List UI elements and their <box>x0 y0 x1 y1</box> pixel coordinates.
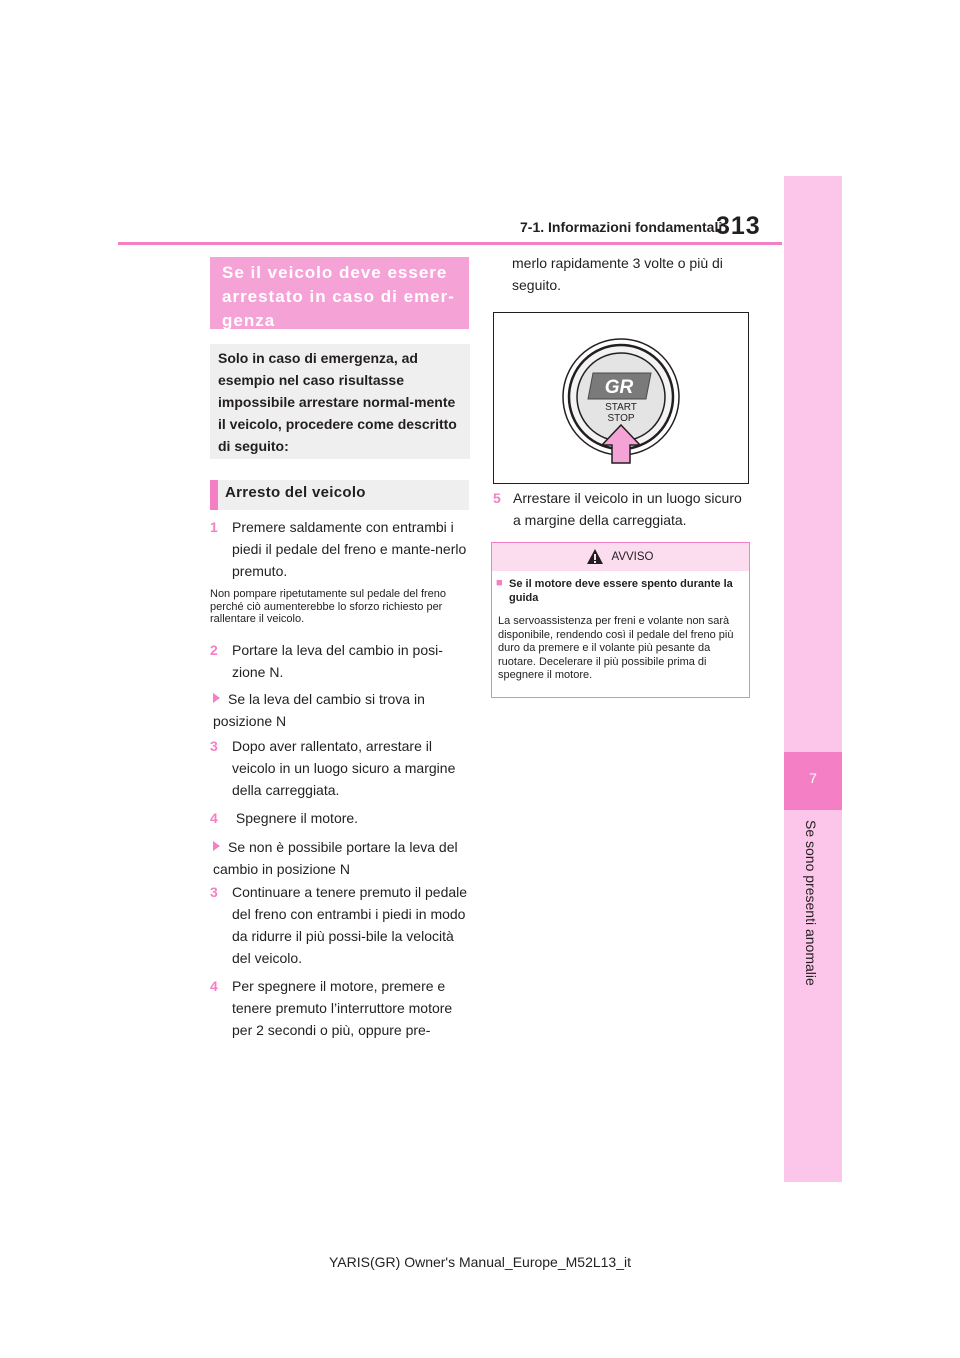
step-3 <box>210 735 468 801</box>
gr-logo-icon <box>588 373 651 399</box>
step-5 <box>493 487 751 531</box>
step-text: Arrestare il veicolo in un luogo sicuro a margine della carreggiata. <box>513 490 742 528</box>
step-number: 2 <box>210 642 218 658</box>
step-4 <box>210 807 468 829</box>
chapter-side-strip <box>784 176 842 1182</box>
step-text: Continuare a tenere premuto il pedale del freno con entrambi i piedi in modo da ridurre il più possi-bile la velocità del veicolo. <box>232 884 468 966</box>
stop-label: STOP <box>607 413 635 424</box>
step-number: 4 <box>210 978 218 994</box>
warning-body: La servoassistenza per freni e volante non sarà disponibile, rendendo così il pedale del freno più duro da premere e il volante più pesante da ruotare. Decelerare il più possibile prima di spegnere il motore. <box>498 615 734 681</box>
chapter-number: 7 <box>809 770 817 786</box>
warning-bullet-icon: ■ <box>496 577 503 589</box>
step-text: Spegnere il motore. <box>235 810 359 826</box>
page-number: 313 <box>716 212 761 240</box>
triangle-bullet-icon <box>213 841 220 851</box>
step-1 <box>210 516 468 582</box>
step-4b-continued: merlo rapidamente 3 volte o più di seguito. <box>512 255 723 293</box>
step-3b <box>210 881 468 969</box>
start-label: START <box>605 402 637 413</box>
case-text: Se non è possibile portare la leva del cambio in posizione N <box>213 839 458 877</box>
step-2 <box>210 639 468 683</box>
stop-vehicle-heading: Arresto del veicolo <box>210 480 469 510</box>
gr-logo-text: GR <box>604 377 634 398</box>
step-text: Per spegnere il motore, premere e tenere premuto l’interruttore motore per 2 secondi o più, oppure pre- <box>232 978 453 1038</box>
case-text: Se la leva del cambio si trova in posizione N <box>213 691 425 729</box>
warning-subheading: Se il motore deve essere spento durante la guida <box>509 578 733 604</box>
step-4b <box>210 975 468 1041</box>
intro-box: Solo in caso di emergenza, ad esempio nel caso risultasse impossibile arrestare normal-mente il veicolo, procedere come descritto di seguito: <box>210 344 470 459</box>
case-not-n <box>213 836 465 880</box>
header-rule <box>118 242 782 245</box>
step-1-note: Non pompare ripetutamente sul pedale del freno perché ciò aumenterebbe lo sforzo richiesto per rallentare il veicolo. <box>210 588 447 625</box>
step-number: 1 <box>210 519 218 535</box>
start-stop-button-figure <box>493 312 749 484</box>
engine-switch-illustration <box>494 313 748 483</box>
emergency-stop-heading: Se il veicolo deve essere arrestato in caso di emer-genza <box>210 257 469 329</box>
section-title: 7-1. Informazioni fondamentali <box>520 219 723 235</box>
footer: YARIS(GR) Owner's Manual_Europe_M52L13_it <box>329 1254 631 1270</box>
step-number: 4 <box>210 810 218 826</box>
warning-title: AVVISO <box>611 551 654 563</box>
step-number: 3 <box>210 738 218 754</box>
step-text: Portare la leva del cambio in posi-zione N. <box>232 642 443 680</box>
step-text: Dopo aver rallentato, arrestare il veicolo in un luogo sicuro a margine della carreggiata. <box>232 738 456 798</box>
step-text: Premere saldamente con entrambi i piedi il pedale del freno e mante-nerlo premuto. <box>232 519 467 579</box>
step-number: 3 <box>210 884 218 900</box>
triangle-bullet-icon <box>213 693 220 703</box>
case-n-position <box>213 688 461 732</box>
chapter-title: Se sono presenti anomalie <box>803 820 819 986</box>
step-number: 5 <box>493 490 501 506</box>
warning-box <box>491 542 750 698</box>
